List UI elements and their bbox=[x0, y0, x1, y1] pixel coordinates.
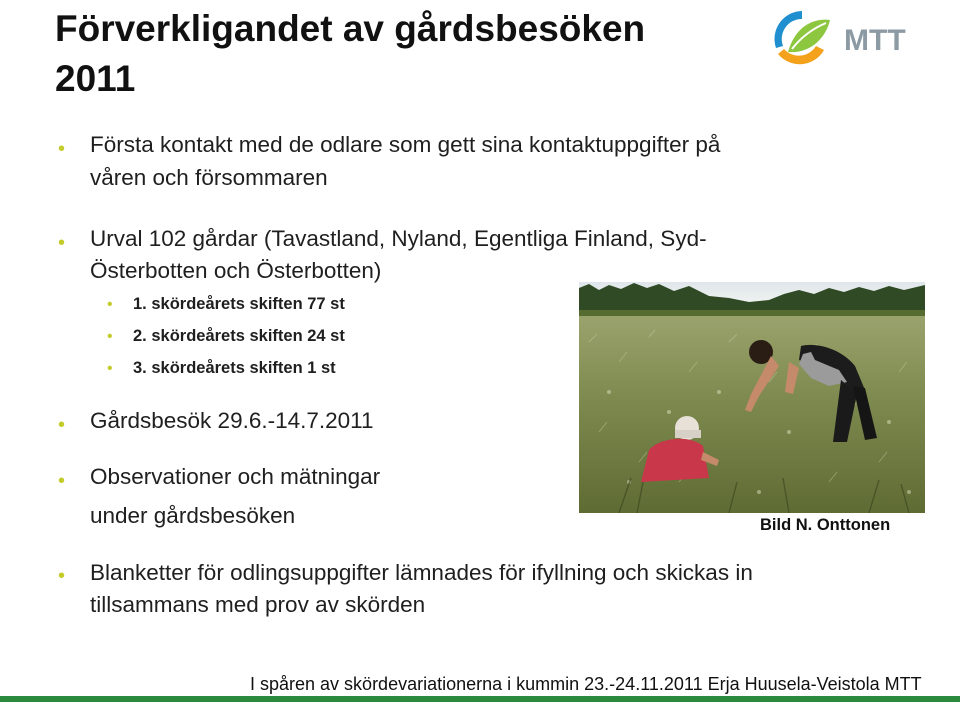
bullet-1-line-1: Första kontakt med de odlare som gett sina kontaktuppgifter på bbox=[90, 132, 721, 157]
logo-text: MTT bbox=[844, 24, 906, 57]
sub-bullet-icon: • bbox=[107, 360, 113, 377]
bullet-5-line-2: tillsammans med prov av skörden bbox=[90, 592, 426, 617]
bullet-2-line-2: Österbotten och Österbotten) bbox=[90, 258, 382, 283]
footer-text: I spåren av skördevariationerna i kummin 23.-24.11.2011 Erja Huusela-Veistola MTT bbox=[250, 674, 922, 694]
title-line-2: 2011 bbox=[55, 58, 136, 99]
footer-bar bbox=[0, 696, 960, 702]
bullet-4-line-1: Observationer och mätningar bbox=[90, 464, 381, 489]
bullet-icon: • bbox=[58, 414, 66, 436]
bullet-1-line-2: våren och försommaren bbox=[90, 165, 328, 190]
bullet-icon: • bbox=[58, 138, 66, 160]
bullet-icon: • bbox=[58, 565, 66, 587]
sub-bullet-1: 1. skördeårets skiften 77 st bbox=[133, 295, 345, 313]
sub-bullet-3: 3. skördeårets skiften 1 st bbox=[133, 359, 336, 377]
sub-bullet-2: 2. skördeårets skiften 24 st bbox=[133, 327, 345, 345]
sub-bullet-icon: • bbox=[107, 328, 113, 345]
bullet-icon: • bbox=[58, 232, 66, 254]
bullet-5-line-1: Blanketter för odlingsuppgifter lämnades för ifyllning och skickas in bbox=[90, 560, 753, 585]
mtt-logo bbox=[766, 4, 931, 74]
mtt-logo-icon bbox=[766, 4, 931, 74]
field-photo-image bbox=[579, 282, 925, 513]
sub-bullet-icon: • bbox=[107, 296, 113, 313]
field-photo bbox=[579, 282, 925, 513]
bullet-4-line-2: under gårdsbesöken bbox=[90, 503, 296, 528]
photo-caption: Bild N. Onttonen bbox=[760, 516, 891, 534]
bullet-icon: • bbox=[58, 470, 66, 492]
bullet-2-line-1: Urval 102 gårdar (Tavastland, Nyland, Egentliga Finland, Syd- bbox=[90, 226, 707, 251]
bullet-3-line-1: Gårdsbesök 29.6.-14.7.2011 bbox=[90, 408, 374, 433]
slide-title bbox=[55, 4, 755, 104]
title-line-1: Förverkligandet av gårdsbesöken bbox=[55, 8, 646, 49]
